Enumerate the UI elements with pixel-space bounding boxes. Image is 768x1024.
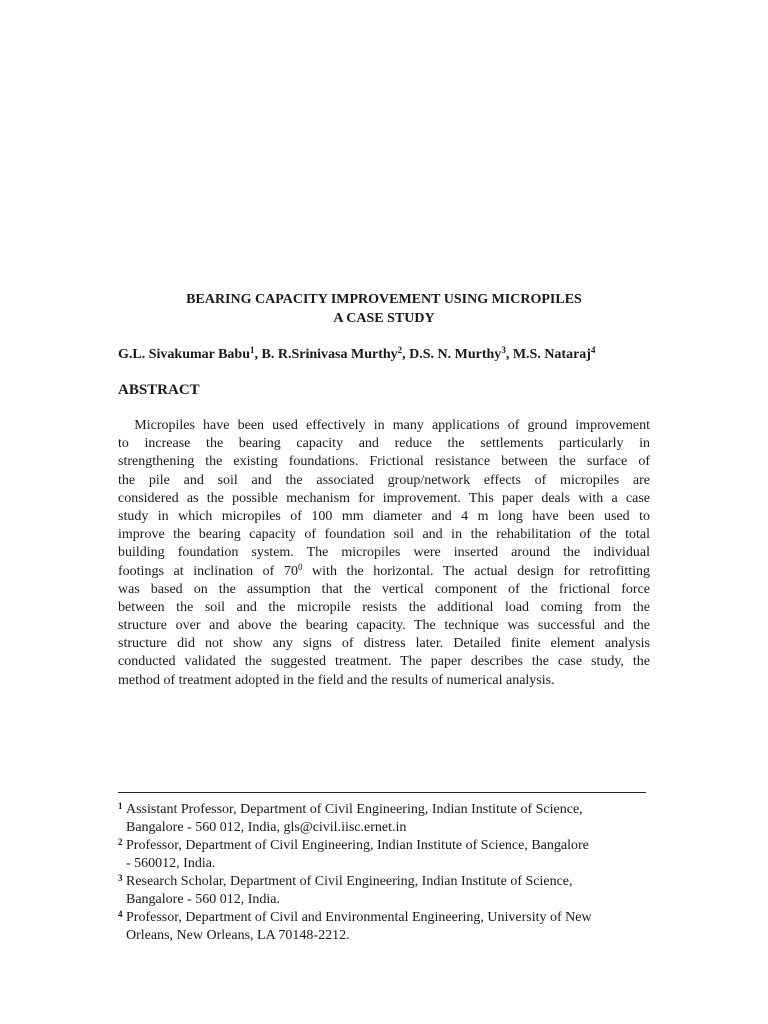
footnote-line: Professor, Department of Civil and Environmental Engineering, University of New: [126, 910, 592, 925]
abstract-line: building foundation system. The micropiles were inserted around the individual: [118, 545, 650, 561]
abstract-line: method of treatment adopted in the field and the results of numerical analysis.: [118, 672, 555, 688]
abstract-line: the pile and soil and the associated group/network effects of micropiles are: [118, 472, 650, 488]
author-3: [409, 347, 513, 362]
abstract-line: Micropiles have been used effectively in many applications of ground improvement: [118, 418, 650, 433]
abstract-line: improve the bearing capacity of foundation soil and in the rehabilitation of the total: [118, 527, 650, 543]
footnotes: [118, 801, 650, 945]
author-1: [118, 347, 262, 362]
footnote-4: [118, 909, 650, 945]
footnote-number: 4: [118, 909, 123, 919]
footnote-2: [118, 837, 650, 873]
abstract-line: to increase the bearing capacity and reduce the settlements particularly in: [118, 436, 650, 452]
author-4: [513, 347, 596, 362]
author-affiliation-mark: 4: [590, 345, 596, 355]
footnote-line: Bangalore - 560 012, India, gls@civil.iisc.ernet.in: [126, 820, 407, 835]
footnote-line: Research Scholar, Department of Civil Engineering, Indian Institute of Science,: [126, 874, 573, 889]
paper-title: [118, 290, 650, 328]
abstract-line: structure did not show any signs of distress later. Detailed finite element analysis: [118, 636, 650, 652]
abstract-line: strengthening the existing foundations. Frictional resistance between the surface of: [118, 454, 650, 470]
author-separator: ,: [254, 347, 262, 362]
footnote-divider: [118, 792, 646, 793]
author-name: D.S. N. Murthy: [409, 347, 502, 362]
author-separator: ,: [402, 347, 410, 362]
footnote-line: Professor, Department of Civil Engineering, Indian Institute of Science, Bangalore: [126, 838, 589, 853]
title-line-2: A CASE STUDY: [333, 311, 435, 326]
author-2: [262, 347, 410, 362]
footnote-number: 2: [118, 837, 123, 847]
footnote-line: Orleans, New Orleans, LA 70148-2212.: [126, 928, 350, 943]
footnote-number: 3: [118, 873, 123, 883]
author-affiliation-mark: 2: [397, 345, 403, 355]
abstract-body: [118, 417, 650, 690]
abstract-line: structure over and above the bearing capacity. The technique was successful and the: [118, 618, 650, 634]
author-name: B. R.Srinivasa Murthy: [261, 347, 398, 362]
author-name: M.S. Nataraj: [512, 347, 591, 362]
footnote-line: Bangalore - 560 012, India.: [126, 892, 280, 907]
title-line-1: BEARING CAPACITY IMPROVEMENT USING MICROPILES: [186, 292, 582, 307]
abstract-line: conducted validated the suggested treatment. The paper describes the case study, the: [118, 654, 650, 670]
footnote-line: Assistant Professor, Department of Civil Engineering, Indian Institute of Science,: [126, 802, 583, 817]
author-affiliation-mark: 3: [501, 345, 506, 355]
degree-superscript: 0: [297, 561, 303, 572]
footnote-number: 1: [118, 801, 123, 811]
abstract-line: study in which micropiles of 100 mm diameter and 4 m long have been used to: [118, 508, 650, 524]
author-separator: ,: [505, 347, 513, 362]
author-list: [118, 345, 678, 364]
abstract-line: between the soil and the micropile resists the additional load coming from the: [118, 599, 650, 615]
abstract-line-with-degree: [118, 563, 650, 581]
abstract-line: was based on the assumption that the vertical component of the frictional force: [118, 581, 650, 597]
footnote-1: [118, 801, 650, 837]
author-affiliation-mark: 1: [250, 345, 255, 355]
abstract-line-head: footings at inclination of 70: [118, 563, 298, 579]
abstract-line: considered as the possible mechanism for improvement. This paper deals with a case: [118, 490, 650, 506]
author-name: G.L. Sivakumar Babu: [118, 347, 251, 362]
abstract-line-tail: with the horizontal. The actual design for retrofitting: [302, 563, 650, 579]
footnote-line: - 560012, India.: [126, 856, 216, 871]
footnote-3: [118, 873, 650, 909]
abstract-heading: ABSTRACT: [118, 382, 200, 398]
